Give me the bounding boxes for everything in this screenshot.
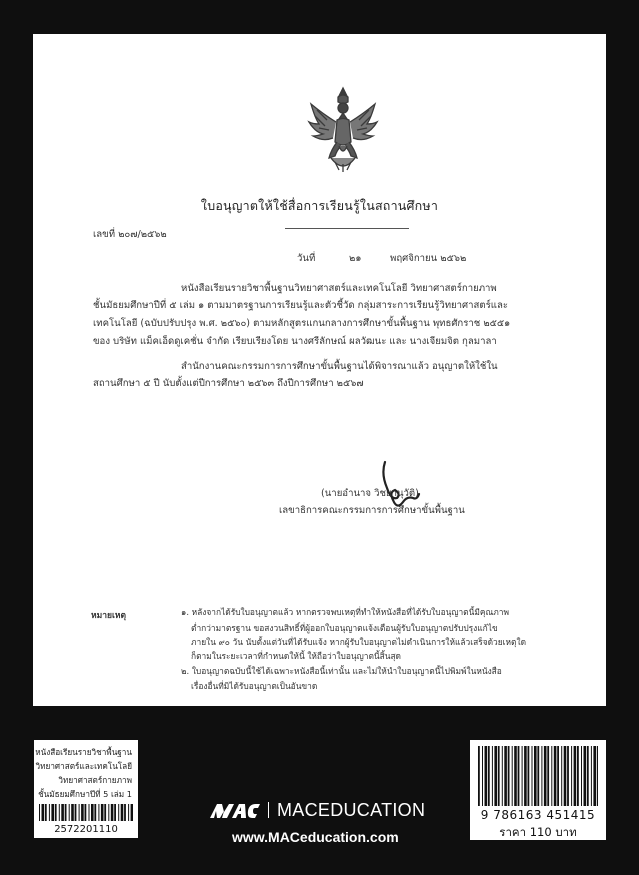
date-month-year: พฤศจิกายน ๒๕๖๒: [390, 253, 467, 264]
isbn-barcode-label: [470, 740, 606, 840]
note-label: หมายเหตุ: [91, 611, 126, 621]
brand-separator: [268, 802, 269, 818]
book-label-line: หนังสือเรียนรายวิชาพื้นฐาน: [35, 747, 132, 757]
book-label-line: วิทยาศาสตร์กายภาพ: [58, 775, 132, 785]
paragraph1-line: ชั้นมัธยมศึกษาปีที่ ๕ เล่ม ๑ ตามมาตรฐานการเรียนรู้และตัวชี้วัด กลุ่มสาระการเรียนรู้วิทยาศาสตร์และ: [93, 300, 508, 311]
signer-name: (นายอำนาจ วิชยานุวัติ): [321, 488, 419, 499]
paragraph1-line: เทคโนโลยี (ฉบับปรับปรุง พ.ศ. ๒๕๖๐) ตามหลักสูตรแกนกลางการศึกษาขั้นพื้นฐาน พุทธศักราช ๒๕๕๑: [93, 318, 511, 329]
document-title: ใบอนุญาตให้ใช้สื่อการเรียนรู้ในสถานศึกษา: [200, 198, 439, 213]
title-divider: [285, 228, 409, 229]
brand-name: MACEDUCATION: [277, 799, 426, 820]
note-line: ต่ำกว่ามาตรฐาน ขอสงวนสิทธิ์ที่ผู้ออกใบอนุญาตแจ้งเตือนผู้รับใบอนุญาตปรับปรุงแก้ไข: [191, 623, 498, 633]
paragraph1-line: ของ บริษัท แม็คเอ็ดดูเคชั่น จำกัด เรียบเรียงโดย นางศรีลักษณ์ ผลวัฒนะ และ นางเจียมจิต กุลมาลา: [93, 336, 497, 347]
paragraph2-line: สำนักงานคณะกรรมการการศึกษาขั้นพื้นฐานได้พิจารณาแล้ว อนุญาตให้ใช้ใน: [181, 361, 498, 372]
note-line: ๒. ใบอนุญาตฉบับนี้ใช้ได้เฉพาะหนังสือนี้เท่านั้น และไม่ให้นำใบอนุญาตนี้ไปพิมพ์ในหนังสือ: [181, 666, 502, 676]
book-label-line: ชั้นมัธยมศึกษาปีที่ 5 เล่ม 1: [38, 789, 132, 799]
date-day: ๒๑: [349, 253, 362, 264]
document-number: เลขที่ ๒๐๗/๒๕๖๒: [93, 229, 167, 240]
date-label: วันที่: [297, 253, 316, 264]
book-code: 2572201110: [54, 824, 118, 835]
website-url: www.MACeducation.com: [232, 829, 399, 845]
book-code-label: [34, 740, 138, 838]
note-line: ภายใน ๙๐ วัน นับตั้งแต่วันที่ได้รับแจ้ง หากผู้รับใบอนุญาตไม่ดำเนินการให้แล้วเสร็จด้วยเหตุใด: [191, 637, 527, 647]
isbn-digits: 9 786163 451415: [480, 808, 596, 822]
note-line: ๑. หลังจากได้รับใบอนุญาตแล้ว หากตรวจพบเหตุที่ทำให้หนังสือที่ได้รับใบอนุญาตนี้มีคุณภาพ: [181, 607, 509, 617]
isbn-barcode-icon: [478, 746, 598, 806]
book-label-line: วิทยาศาสตร์และเทคโนโลยี: [35, 761, 132, 771]
publisher-brand: [208, 799, 425, 821]
paragraph2-line: สถานศึกษา ๕ ปี นับตั้งแต่ปีการศึกษา ๒๕๖๓ ถึงปีการศึกษา ๒๕๖๗: [93, 378, 364, 389]
garuda-emblem-icon: [305, 84, 381, 176]
small-barcode-icon: [39, 804, 133, 821]
note-line: ก็ตามในระยะเวลาที่กำหนดให้นี้ ให้ถือว่าใบอนุญาตนี้สิ้นสุด: [191, 651, 401, 661]
signer-position: เลขาธิการคณะกรรมการการศึกษาขั้นพื้นฐาน: [279, 505, 465, 516]
mac-logo-icon: [208, 800, 262, 820]
license-document: [33, 34, 606, 706]
paragraph1-line: หนังสือเรียนรายวิชาพื้นฐานวิทยาศาสตร์และเทคโนโลยี วิทยาศาสตร์กายภาพ: [181, 283, 497, 294]
price-label: ราคา 110 บาท: [499, 825, 577, 839]
note-line: เรื่องอื่นที่มิได้รับอนุญาตเป็นอันขาด: [191, 681, 318, 691]
